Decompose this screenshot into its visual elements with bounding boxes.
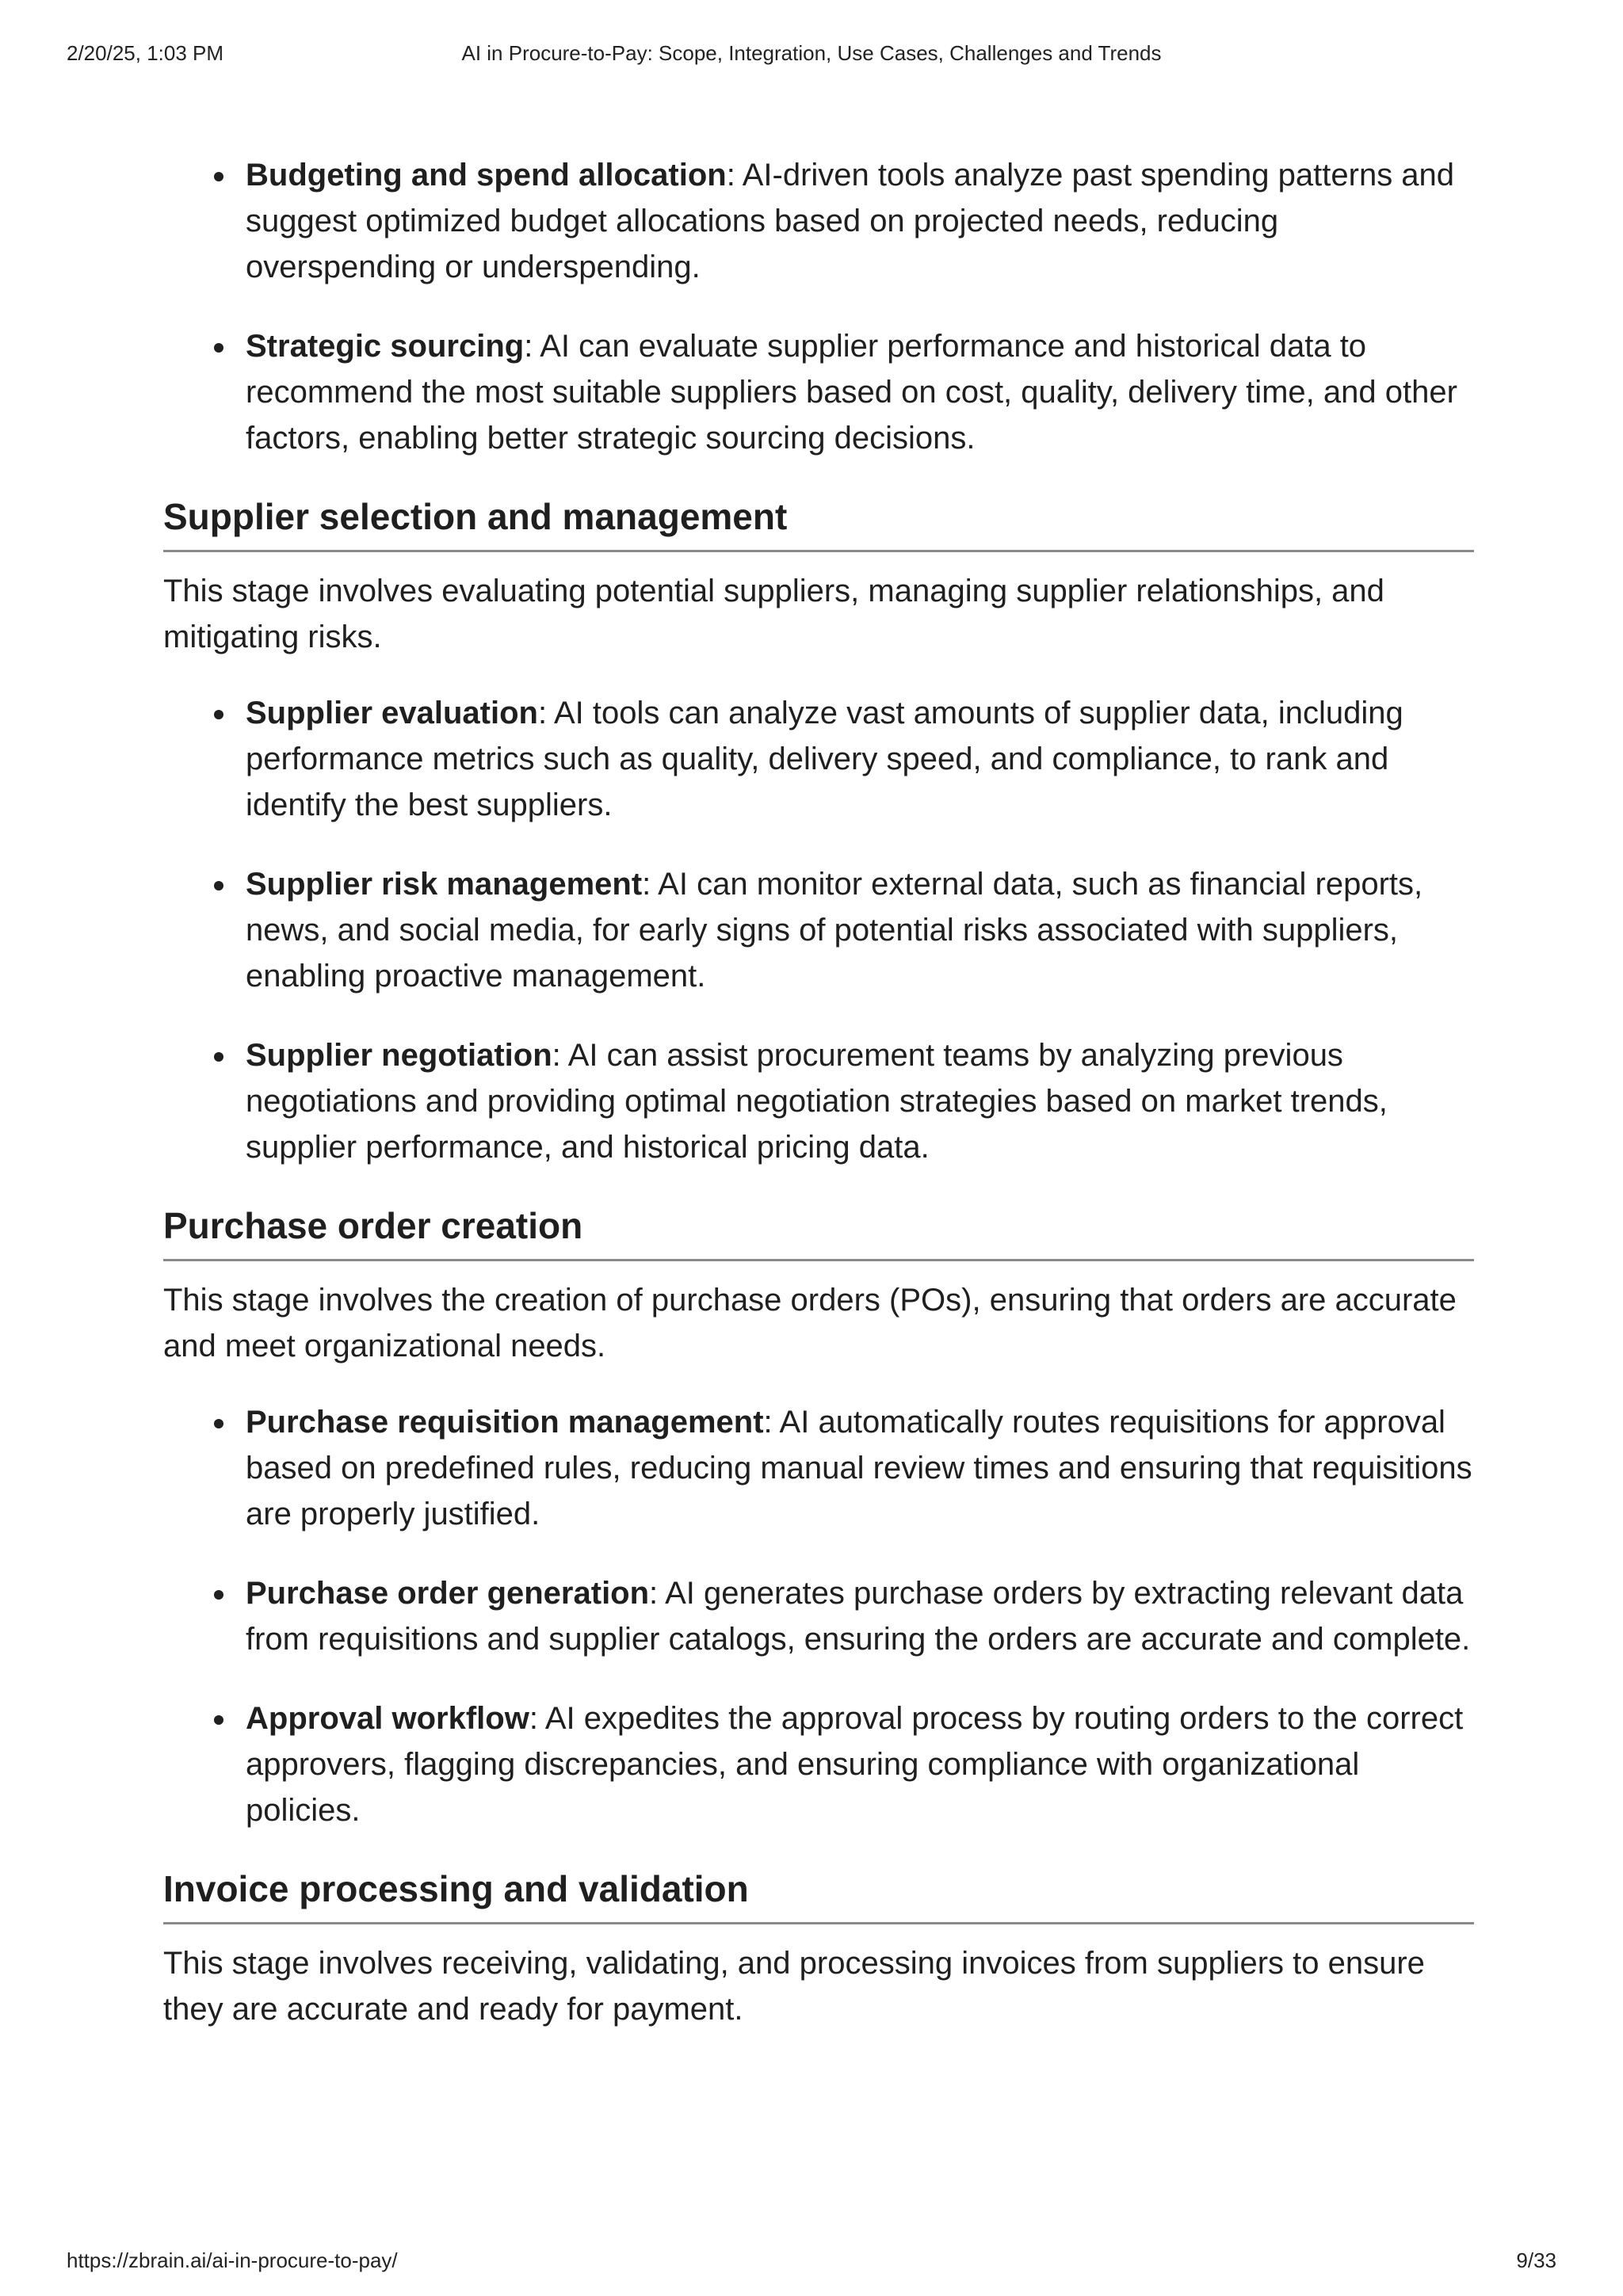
list-item-text: : AI-driven tools analyze past spending patterns and suggest optimized budget allocations based on projected needs, reducing overspending or underspending. [246, 158, 1455, 284]
list-item-text: : AI can assist procurement teams by analyzing previous negotiations and providing optimal negotiation strategies based on market trends, supplier performance, and historical pricing data. [246, 1038, 1388, 1165]
list-item-term: Supplier negotiation [246, 1038, 552, 1073]
section-supplier-selection [163, 494, 1474, 1170]
list-item-term: Budgeting and spend allocation [246, 158, 727, 193]
list-item-text: : AI generates purchase orders by extracting relevant data from requisitions and supplier catalogs, ensuring the orders are accurate and complete. [246, 1576, 1471, 1657]
print-date: 2/20/25, 1:03 PM [67, 41, 224, 65]
list-item-text: : AI automatically routes requisitions for approval based on predefined rules, reducing manual review times and ensuring that requisitions are properly justified. [246, 1405, 1472, 1531]
list-item-term: Strategic sourcing [246, 329, 525, 364]
page-number: 9/33 [1516, 2248, 1556, 2272]
list-item-text: : AI tools can analyze vast amounts of supplier data, including performance metrics such as quality, delivery speed, and compliance, to rank and identify the best suppliers. [246, 696, 1403, 822]
list-item-term: Supplier evaluation [246, 696, 538, 730]
section-bullet-list [163, 1399, 1474, 1833]
list-item [246, 1570, 1474, 1662]
list-item-term: Approval workflow [246, 1701, 529, 1736]
section-intro: This stage involves the creation of purchase orders (POs), ensuring that orders are accurate and meet organizational needs. [163, 1283, 1457, 1363]
list-item [246, 323, 1474, 461]
list-item [246, 1032, 1474, 1170]
list-item-text: : AI can evaluate supplier performance and historical data to recommend the most suitable suppliers based on cost, quality, delivery time, and other factors, enabling better strategic sourcing decisions. [246, 329, 1457, 456]
list-item [246, 1695, 1474, 1833]
list-item [246, 690, 1474, 828]
list-item [246, 861, 1474, 999]
section-heading: Purchase order creation [163, 1203, 1474, 1261]
section-heading: Invoice processing and validation [163, 1867, 1474, 1924]
section-heading: Supplier selection and management [163, 494, 1474, 552]
list-item-term: Purchase order generation [246, 1576, 650, 1611]
section-intro: This stage involves evaluating potential suppliers, managing supplier relationships, and mitigating risks. [163, 574, 1384, 654]
article-content [163, 152, 1474, 2062]
list-item [246, 1399, 1474, 1537]
print-header [67, 41, 1556, 70]
print-footer [67, 2248, 1556, 2296]
page-url: https://zbrain.ai/ai-in-procure-to-pay/ [67, 2248, 398, 2272]
list-item-term: Supplier risk management [246, 867, 643, 902]
section-bullet-list [163, 690, 1474, 1170]
list-item-text: : AI can monitor external data, such as financial reports, news, and social media, for early signs of potential risks associated with suppliers, enabling proactive management. [246, 867, 1423, 994]
list-item-text: : AI expedites the approval process by routing orders to the correct approvers, flagging discrepancies, and ensuring compliance with organizational policies. [246, 1701, 1464, 1828]
list-item-term: Purchase requisition management [246, 1405, 764, 1440]
document-title: AI in Procure-to-Pay: Scope, Integration, Use Cases, Challenges and Trends [461, 41, 1162, 65]
section-purchase-order-creation [163, 1203, 1474, 1833]
list-item [246, 152, 1474, 290]
section-intro: This stage involves receiving, validating, and processing invoices from suppliers to ensure they are accurate and ready for payment. [163, 1946, 1425, 2027]
intro-bullet-list [163, 152, 1474, 461]
section-invoice-processing [163, 1867, 1474, 2032]
